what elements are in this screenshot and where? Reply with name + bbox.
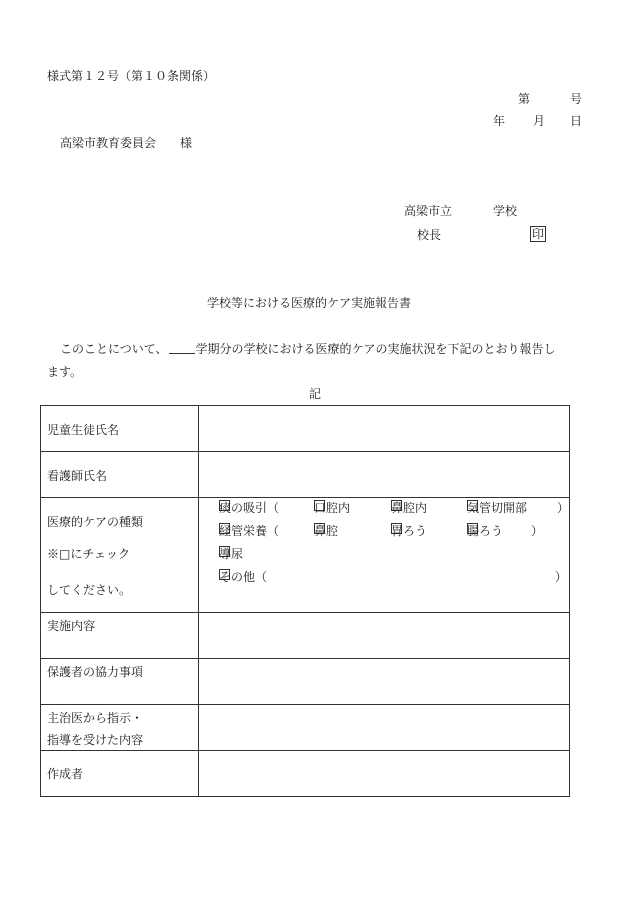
table-row: [41, 406, 570, 452]
guardian-field[interactable]: [199, 659, 570, 705]
nurse-name-label-cell: [41, 452, 199, 498]
table-row: [41, 452, 570, 498]
guardian-label-cell: [41, 659, 199, 705]
check-note-1: ※□にチェック: [47, 547, 130, 561]
doctor-label-2: 指導を受けた内容: [47, 733, 144, 747]
student-name-label-cell: [41, 406, 199, 452]
number-dai: 第: [518, 92, 531, 106]
care-type-options: 痰の吸引（ 口腔内 鼻腔内 気管切開部 ） 経管栄養（ 鼻腔 胃ろう 腸ろう ） 導尿 その他（ ）: [199, 498, 570, 613]
body-line-2: ます。: [47, 365, 83, 379]
author-label: 作成者: [47, 767, 84, 781]
table-row: [41, 498, 570, 613]
doctor-instruction-field[interactable]: [199, 705, 570, 751]
date-hi: 日: [570, 114, 583, 128]
school-label: 学校: [493, 204, 518, 218]
nurse-name-field[interactable]: [199, 452, 570, 498]
student-name-field[interactable]: [199, 406, 570, 452]
form-number: 様式第１２号（第１０条関係）: [47, 69, 216, 83]
doctor-label-cell: [41, 705, 199, 751]
ki-label: 記: [309, 387, 322, 401]
seal-mark: 印: [532, 227, 545, 241]
guardian-label: 保護者の協力事項: [47, 665, 144, 679]
document-title: 学校等における医療的ケア実施報告書: [207, 296, 412, 310]
check-note-2: してください。: [47, 583, 132, 597]
implementation-label-cell: [41, 613, 199, 659]
report-table: [40, 405, 570, 797]
body-line-1: このことについて、 学期分の学校における医療的ケアの実施状況を下記のとおり報告し: [60, 342, 556, 356]
date-nen: 年: [493, 114, 506, 128]
care-type-label: 医療的ケアの種類: [47, 515, 144, 529]
student-name-label: 児童生徒氏名: [47, 423, 120, 437]
date-tsuki: 月: [533, 114, 546, 128]
table-row: [41, 751, 570, 797]
author-label-cell: [41, 751, 199, 797]
table-row: [41, 705, 570, 751]
care-type-label-cell: [41, 498, 199, 613]
implementation-field[interactable]: [199, 613, 570, 659]
addressee: 高梁市教育委員会 様: [60, 136, 193, 150]
table-row: [41, 613, 570, 659]
number-go: 号: [570, 92, 583, 106]
principal-label: 校長: [417, 228, 442, 242]
table-row: [41, 659, 570, 705]
author-field[interactable]: [199, 751, 570, 797]
school-city: 高梁市立: [404, 204, 453, 218]
nurse-name-label: 看護師氏名: [47, 469, 108, 483]
doctor-label-1: 主治医から指示・: [47, 711, 144, 725]
implementation-label: 実施内容: [47, 619, 96, 633]
term-blank[interactable]: [169, 341, 195, 354]
